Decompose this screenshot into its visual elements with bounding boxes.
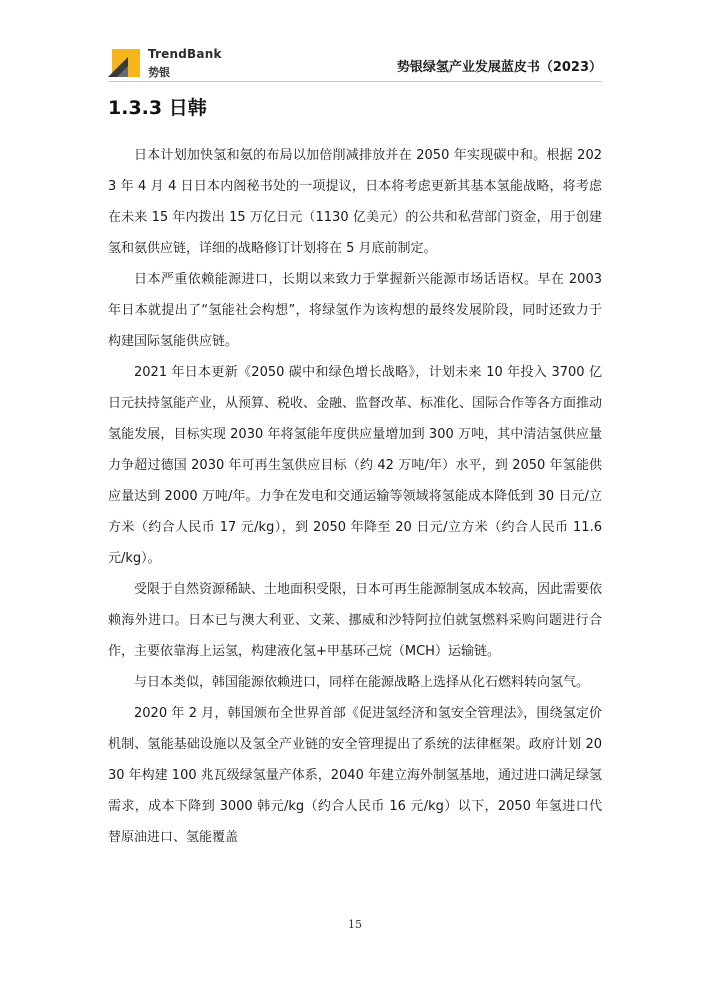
section-heading: 1.3.3 日韩 — [108, 97, 207, 119]
page-header — [108, 44, 602, 82]
paragraph-japan-strategy-2021: 2021 年日本更新《2050 碳中和绿色增长战略》，计划未来 10 年投入 3700 亿日元扶持氢能产业，从预算、税收、金融、监督改革、标准化、国际合作等各方面推动氢能发展，目标实现 2030 年将氢能年度供应量增加到 300 万吨，其中清洁氢供应量力争超过德国 2030 年可再生氢供应目标（约 42 万吨/年）水平，到 2050 年氢能供应量达到 2000 万吨/年。力争在发电和交通运输等领域将氢能成本降低到 30 日元/立方米（约合人民币 17 元/kg），到 2050 年降至 20 日元/立方米（约合人民币 11.6 元/kg）。 — [108, 365, 603, 566]
logo-wordmark: TrendBank — [148, 47, 222, 61]
document-title: 势银绿氢产业发展蓝皮书（2023） — [396, 60, 602, 75]
trendbank-logo-mark-icon — [108, 46, 142, 80]
paragraph-japan-supply-chain: 受限于自然资源稀缺、土地面积受限，日本可再生能源制氢成本较高，因此需要依赖海外进口。日本已与澳大利亚、文莱、挪威和沙特阿拉伯就氢燃料采购问题进行合作，主要依靠海上运氢，构建液化氢+甲基环己烷（MCH）运输链。 — [108, 582, 603, 659]
paragraph-japan-plan: 日本计划加快氢和氨的布局以加倍削减排放并在 2050 年实现碳中和。根据 2023 年 4 月 4 日日本内阁秘书处的一项提议，日本将考虑更新其基本氢能战略，将考虑在未来 15 年内拨出 15 万亿日元（1130 亿美元）的公共和私营部门资金，用于创建氢和氨供应链，详细的战略修订计划将在 5 月底前制定。 — [108, 148, 602, 256]
paragraph-korea-intro: 与日本类似，韩国能源依赖进口，同样在能源战略上选择从化石燃料转向氢气。 — [134, 675, 590, 690]
header-divider — [108, 81, 602, 82]
logo-chinese-name: 势银 — [148, 66, 170, 79]
trendbank-logo — [108, 44, 248, 82]
paragraph-korea-law: 2020 年 2 月，韩国颁布全世界首部《促进氢经济和氢安全管理法》，围绕氢定价机制、氢能基础设施以及氢全产业链的安全管理提出了系统的法律框架。政府计划 2030 年构建 100 兆瓦级绿氢量产体系，2040 年建立海外制氢基地，通过进口满足绿氢需求，成本下降到 3000 韩元/kg（约合人民币 16 元/kg）以下，2050 年氢进口代替原油进口、氢能覆盖 — [108, 706, 602, 845]
page-number: 15 — [348, 918, 362, 931]
paragraph-japan-imports: 日本严重依赖能源进口，长期以来致力于掌握新兴能源市场话语权。早在 2003 年日本就提出了“氢能社会构想”，将绿氢作为该构想的最终发展阶段，同时还致力于构建国际氢能供应链。 — [108, 272, 602, 349]
body-content — [108, 140, 602, 853]
